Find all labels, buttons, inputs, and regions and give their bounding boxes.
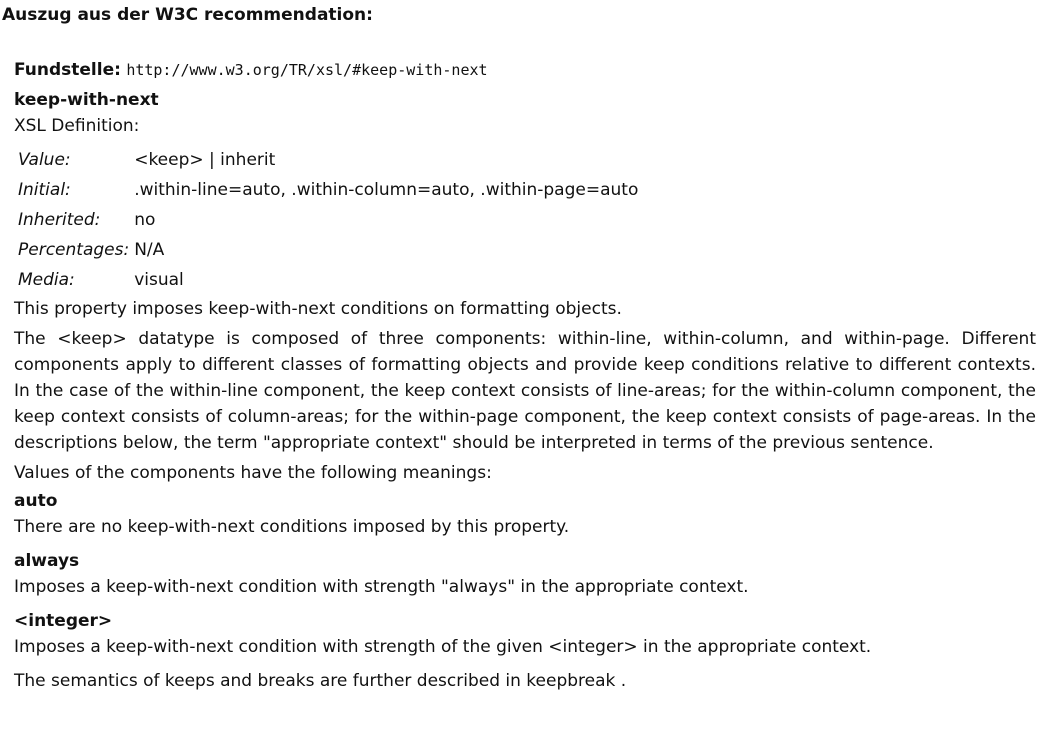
value-term: auto (14, 491, 58, 511)
table-row (16, 145, 641, 175)
property-name: keep-with-next (14, 90, 159, 110)
definition-value: no (134, 210, 156, 230)
table-row (16, 175, 641, 205)
value-term: <integer> (14, 611, 113, 631)
source-reference (14, 58, 1036, 82)
table-row (16, 205, 641, 235)
value-description: Imposes a keep-with-next condition with strength of the given <integer> in the appropriate context. (14, 637, 872, 657)
recommendation-excerpt (14, 58, 1036, 694)
definition-table (16, 145, 641, 295)
intro-paragraph: This property imposes keep-with-next conditions on formatting objects. (14, 299, 622, 319)
value-description: There are no keep-with-next conditions imposed by this property. (14, 517, 570, 537)
table-row (16, 265, 641, 295)
source-label: Fundstelle: (14, 60, 121, 80)
definition-value: .within-line=auto, .within-column=auto, .within-page=auto (134, 180, 639, 200)
semantics-paragraph: The semantics of keeps and breaks are further described in keepbreak . (14, 671, 627, 691)
definition-value: <keep> | inherit (134, 150, 276, 170)
datatype-paragraph: The <keep> datatype is composed of three components: within-line, within-column, and within-page. Different components apply to different classes of formatting objects and provide keep conditions relative to different contexts. In the case of the within-line component, the keep context consists of line-areas; for the within-column component, the keep context consists of column-areas; for the within-page component, the keep context consists of page-areas. In the descriptions below, the term "appropriate context" should be interpreted in terms of the previous sentence. (14, 329, 1036, 453)
definition-value: visual (134, 270, 184, 290)
definition-key: Inherited: (18, 210, 101, 230)
page-heading: Auszug aus der W3C recommendation: (2, 5, 373, 25)
definition-key: Initial: (18, 180, 71, 200)
values-intro: Values of the components have the following meanings: (14, 463, 492, 483)
definition-key: Media: (18, 270, 75, 290)
definition-key: Percentages: (18, 240, 130, 260)
source-url: http://www.w3.org/TR/xsl/#keep-with-next (126, 61, 488, 79)
definition-value: N/A (134, 240, 165, 260)
value-description: Imposes a keep-with-next condition with strength "always" in the appropriate context. (14, 577, 749, 597)
definition-label: XSL Definition: (14, 116, 140, 136)
value-term: always (14, 551, 80, 571)
table-row (16, 235, 641, 265)
definition-key: Value: (18, 150, 71, 170)
